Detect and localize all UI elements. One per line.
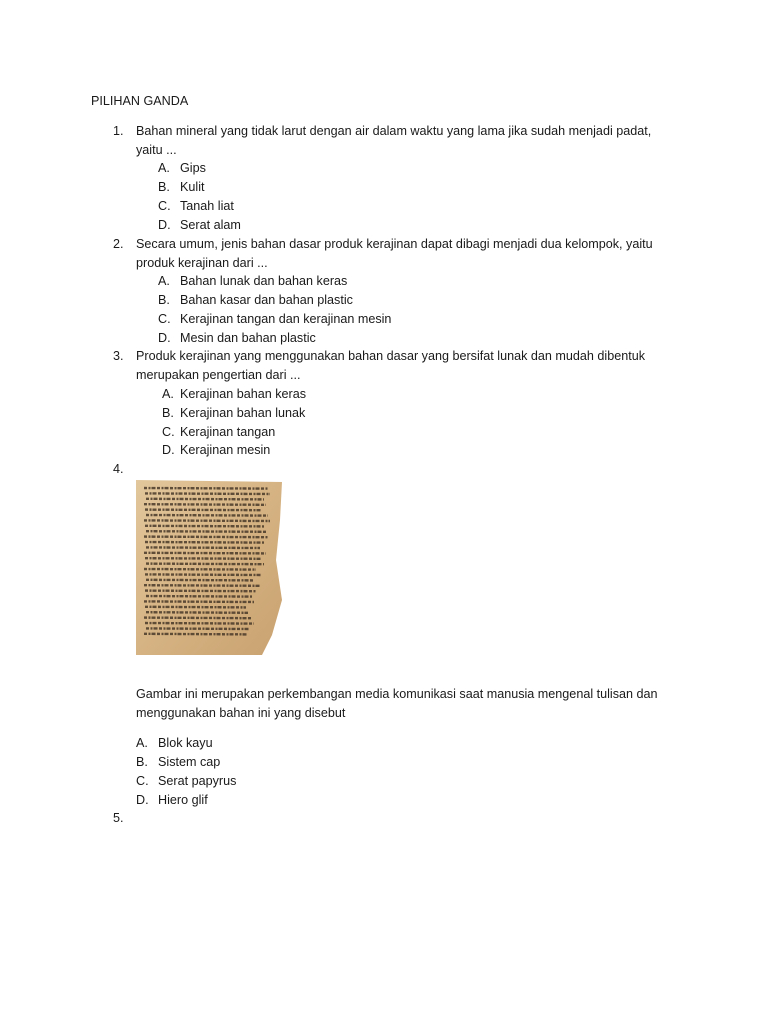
option-text: Kerajinan tangan: [180, 425, 276, 439]
answer-option: [158, 161, 206, 175]
answer-option: [162, 425, 275, 439]
option-text: Hiero glif: [158, 793, 208, 807]
question-text-line: Produk kerajinan yang menggunakan bahan dasar yang bersifat lunak dan mudah dibentuk: [136, 349, 646, 363]
answer-option: [158, 274, 347, 288]
answer-option: [136, 736, 213, 750]
option-text: Kerajinan bahan keras: [180, 387, 307, 401]
option-letter: D.: [158, 218, 171, 232]
option-text: Serat alam: [180, 218, 241, 232]
answer-option: [162, 387, 306, 401]
question-number: 1.: [113, 124, 124, 138]
option-letter: C.: [158, 199, 171, 213]
option-text: Kerajinan bahan lunak: [180, 406, 306, 420]
papyrus-script-line: [144, 537, 268, 538]
question-text-line: Secara umum, jenis bahan dasar produk kerajinan dapat dibagi menjadi dua kelompok, yaitu: [136, 237, 653, 251]
papyrus-script-line: [146, 531, 266, 532]
option-letter: C.: [162, 425, 175, 439]
option-letter: D.: [158, 331, 171, 345]
option-text: Tanah liat: [180, 199, 234, 213]
option-letter: B.: [158, 293, 170, 307]
answer-option: [158, 293, 353, 307]
option-letter: D.: [136, 793, 149, 807]
question-number: 4.: [113, 462, 124, 476]
question-text-line: yaitu ...: [136, 143, 177, 157]
answer-option: [158, 312, 391, 326]
answer-option: [158, 218, 241, 232]
option-letter: A.: [162, 387, 174, 401]
option-text: Kulit: [180, 180, 205, 194]
option-letter: A.: [158, 161, 170, 175]
answer-option: [162, 443, 270, 457]
question-text-line: merupakan pengertian dari ...: [136, 368, 301, 382]
option-letter: A.: [136, 736, 148, 750]
option-letter: B.: [136, 755, 148, 769]
option-letter: A.: [158, 274, 170, 288]
option-text: Mesin dan bahan plastic: [180, 331, 316, 345]
option-text: Blok kayu: [158, 736, 213, 750]
papyrus-script-line: [145, 493, 270, 494]
question-number: 3.: [113, 349, 124, 363]
option-text: Sistem cap: [158, 755, 221, 769]
papyrus-manuscript-image: [136, 480, 282, 655]
papyrus-script-line: [144, 488, 268, 489]
answer-option: [136, 793, 208, 807]
question-text-line: menggunakan bahan ini yang disebut: [136, 706, 346, 720]
answer-option: [158, 199, 234, 213]
question-text-line: Gambar ini merupakan perkembangan media komunikasi saat manusia mengenal tulisan dan: [136, 687, 658, 701]
option-letter: B.: [162, 406, 174, 420]
option-letter: D.: [162, 443, 175, 457]
answer-option: [158, 331, 316, 345]
question-number: 5.: [113, 811, 124, 825]
option-text: Bahan kasar dan bahan plastic: [180, 293, 353, 307]
question-text-line: produk kerajinan dari ...: [136, 256, 268, 270]
option-letter: B.: [158, 180, 170, 194]
option-letter: C.: [136, 774, 149, 788]
option-letter: C.: [158, 312, 171, 326]
option-text: Kerajinan mesin: [180, 443, 271, 457]
answer-option: [136, 774, 236, 788]
option-text: Bahan lunak dan bahan keras: [180, 274, 348, 288]
question-number: 2.: [113, 237, 124, 251]
option-text: Kerajinan tangan dan kerajinan mesin: [180, 312, 392, 326]
answer-option: [136, 755, 220, 769]
answer-option: [158, 180, 205, 194]
section-heading: PILIHAN GANDA: [91, 94, 189, 108]
option-text: Gips: [180, 161, 206, 175]
question-text-line: Bahan mineral yang tidak larut dengan air dalam waktu yang lama jika sudah menjadi padat,: [136, 124, 652, 138]
answer-option: [162, 406, 305, 420]
option-text: Serat papyrus: [158, 774, 237, 788]
